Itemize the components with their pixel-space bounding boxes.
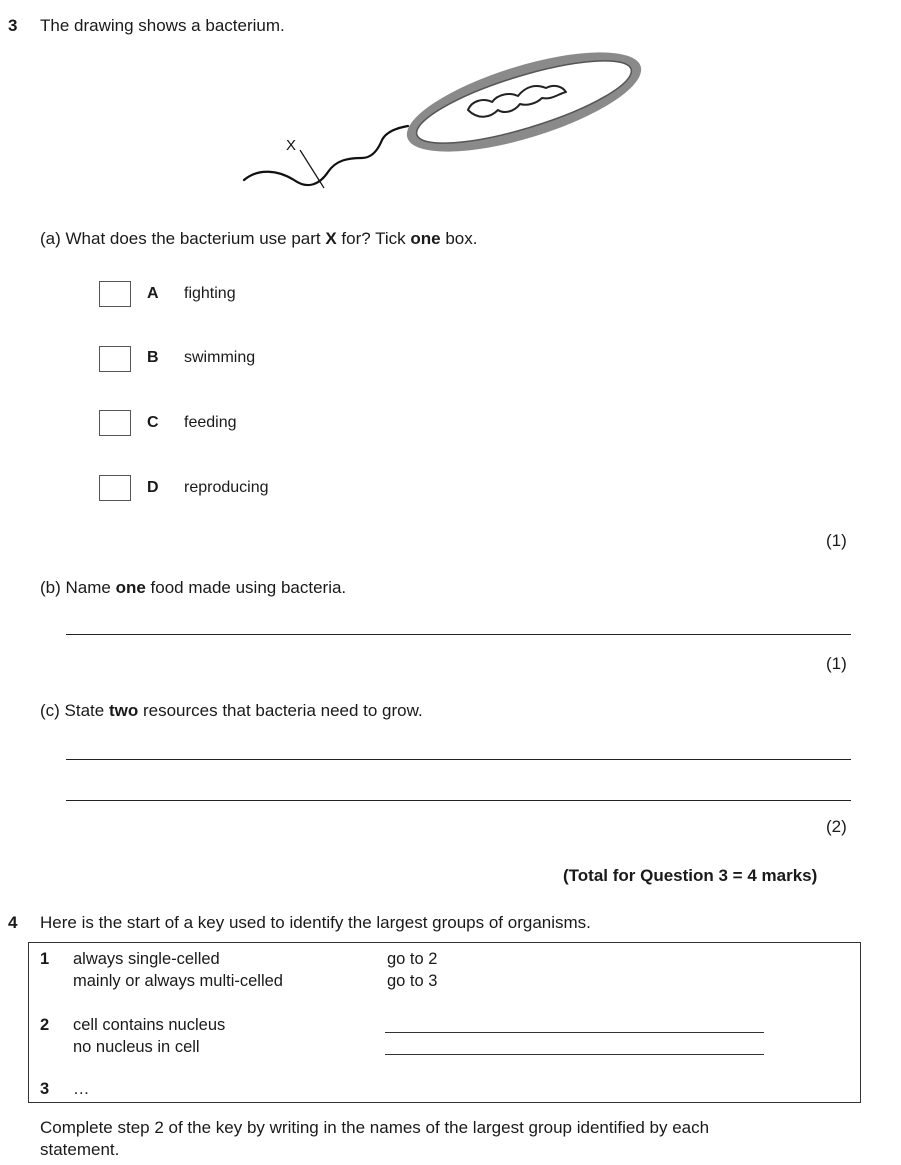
key-step-1-statement-b: mainly or always multi-celled bbox=[73, 972, 283, 990]
question-3-number: 3 bbox=[8, 16, 18, 35]
figure-label-x: X bbox=[286, 137, 297, 154]
option-a-checkbox[interactable] bbox=[99, 281, 131, 307]
question-4-number: 4 bbox=[8, 913, 18, 932]
key-step-1-go-a: go to 2 bbox=[387, 950, 438, 968]
option-d-label: reproducing bbox=[184, 479, 269, 496]
option-c-checkbox[interactable] bbox=[99, 410, 131, 436]
option-a-label: fighting bbox=[184, 285, 236, 302]
option-c-label: feeding bbox=[184, 414, 237, 431]
key-step-3-ellipsis: … bbox=[73, 1080, 90, 1098]
option-a-letter: A bbox=[147, 285, 159, 302]
option-b-checkbox[interactable] bbox=[99, 346, 131, 372]
option-d-checkbox[interactable] bbox=[99, 475, 131, 501]
bacterium-cell-wall bbox=[397, 40, 651, 172]
part-b-question: (b) Name one food made using bacteria. bbox=[40, 578, 347, 597]
bacterium-figure bbox=[236, 40, 656, 200]
key-step-2-statement-a: cell contains nucleus bbox=[73, 1016, 226, 1034]
key-step-2-statement-b: no nucleus in cell bbox=[73, 1038, 200, 1056]
part-a-question: (a) What does the bacterium use part X for? Tick one box. bbox=[40, 229, 478, 248]
part-a-marks: (1) bbox=[826, 531, 847, 550]
question-3-total: (Total for Question 3 = 4 marks) bbox=[563, 866, 818, 885]
identification-key-table bbox=[28, 942, 861, 1103]
part-c-answer-line-1[interactable] bbox=[66, 759, 851, 760]
part-b-answer-line[interactable] bbox=[66, 634, 851, 635]
part-c-marks: (2) bbox=[826, 817, 847, 836]
part-c-answer-line-2[interactable] bbox=[66, 800, 851, 801]
flagellum bbox=[244, 126, 408, 185]
key-step-2-number: 2 bbox=[40, 1016, 50, 1034]
key-step-2-answer-line-a[interactable] bbox=[385, 1032, 764, 1033]
part-b-marks: (1) bbox=[826, 654, 847, 673]
question-4-instruction-line-1: Complete step 2 of the key by writing in the names of the largest group identified by each bbox=[40, 1118, 710, 1137]
option-d-letter: D bbox=[147, 479, 159, 496]
key-step-1-go-b: go to 3 bbox=[387, 972, 438, 990]
key-step-1-number: 1 bbox=[40, 950, 50, 968]
option-c-letter: C bbox=[147, 414, 159, 431]
key-step-2-answer-line-b[interactable] bbox=[385, 1054, 764, 1055]
x-pointer-line bbox=[300, 150, 324, 188]
question-3-intro: The drawing shows a bacterium. bbox=[40, 16, 285, 35]
question-4-intro: Here is the start of a key used to identify the largest groups of organisms. bbox=[40, 913, 591, 932]
key-step-1-statement-a: always single-celled bbox=[73, 950, 220, 968]
option-b-letter: B bbox=[147, 349, 159, 366]
option-b-label: swimming bbox=[184, 349, 256, 366]
part-c-question: (c) State two resources that bacteria need to grow. bbox=[40, 701, 423, 720]
question-4-instruction-line-2: statement. bbox=[40, 1140, 120, 1159]
key-step-3-number: 3 bbox=[40, 1080, 50, 1098]
